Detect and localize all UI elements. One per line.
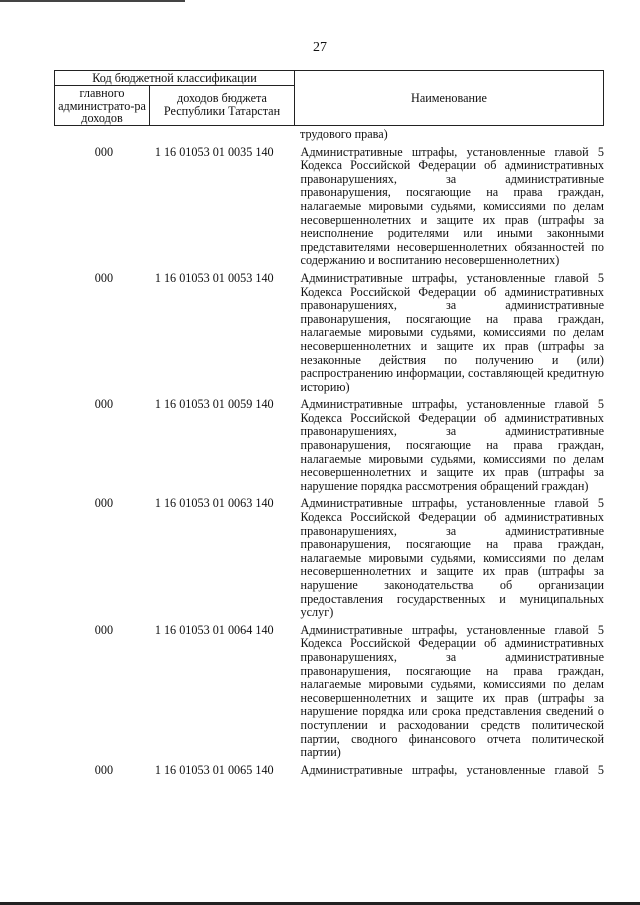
row-admin-code: 000 [94,622,114,637]
table-header [54,70,604,126]
row-income-code: 1 16 01053 01 0053 140 [154,270,274,285]
row-name: Административные штрафы, установленные главой 5 Кодекса Российской Федерации об административных правонарушениях, за административные правонарушения, посягающие на права граждан, налагаемые мировыми судьями, комиссиями по делам несовершеннолетних и защите их прав (штрафы за нарушение порядка рассмотрения обращений граждан) [300,397,604,493]
row-admin-code: 000 [94,496,114,511]
continued-text: трудового права) [300,127,388,141]
row-income-code: 1 16 01053 01 0065 140 [154,762,274,777]
table-row [54,398,604,493]
row-name: Административные штрафы, установленные главой 5 Кодекса Российской Федерации об административных правонарушениях, за административные правонарушения, посягающие на права граждан, налагаемые мировыми судьями, комиссиями по делам несовершеннолетних и защите их прав (штрафы за нарушение законодательства об организации предоставления государственных и муниципальных услуг) [300,496,604,620]
row-income-code: 1 16 01053 01 0059 140 [154,397,274,412]
header-col-name: Наименование [411,91,487,105]
row-income-code: 1 16 01053 01 0035 140 [154,144,274,159]
row-admin-code: 000 [94,762,114,777]
budget-classification-table [54,70,604,777]
scan-edge-top [0,0,185,2]
row-income-code: 1 16 01053 01 0064 140 [154,622,274,637]
page-number: 27 [313,40,327,55]
table-row [54,272,604,394]
table-row [54,497,604,619]
row-admin-code: 000 [94,270,114,285]
row-name: Административные штрафы, установленные главой 5 Кодекса Российской Федерации об административных правонарушениях, за административные правонарушения, посягающие на права граждан, налагаемые мировыми судьями, комиссиями по делам несовершеннолетних и защите их прав (штрафы за нарушение порядка или срока представления сведений о поступлении и расходовании средств политической партии, сводного финансового отчета политической партии) [300,622,604,760]
header-col-income: доходов бюджета Республики Татарстан [150,86,295,126]
row-admin-code: 000 [94,397,114,412]
row-income-code: 1 16 01053 01 0063 140 [154,496,274,511]
row-admin-code: 000 [94,144,114,159]
table-row [54,146,604,268]
table-row [54,764,604,778]
table-row [54,624,604,760]
row-name: Административные штрафы, установленные главой 5 [300,762,604,777]
row-name: Административные штрафы, установленные главой 5 Кодекса Российской Федерации об административных правонарушениях, за административные правонарушения, посягающие на права граждан, налагаемые мировыми судьями, комиссиями по делам несовершеннолетних и защите их прав (штрафы за незаконные действия по получению и (или) распространению информации, составляющей кредитную историю) [300,270,604,394]
row-name: Административные штрафы, установленные главой 5 Кодекса Российской Федерации об административных правонарушениях, за административные правонарушения, посягающие на права граждан, налагаемые мировыми судьями, комиссиями по делам несовершеннолетних и защите их прав (штрафы за неисполнение родителями или иными законными представителями несовершеннолетних обязанностей по содержанию и воспитанию несовершеннолетних) [300,144,604,268]
header-group-budget-code: Код бюджетной классификации [55,71,295,86]
header-col-admin: главного администрато-ра доходов [55,86,150,126]
